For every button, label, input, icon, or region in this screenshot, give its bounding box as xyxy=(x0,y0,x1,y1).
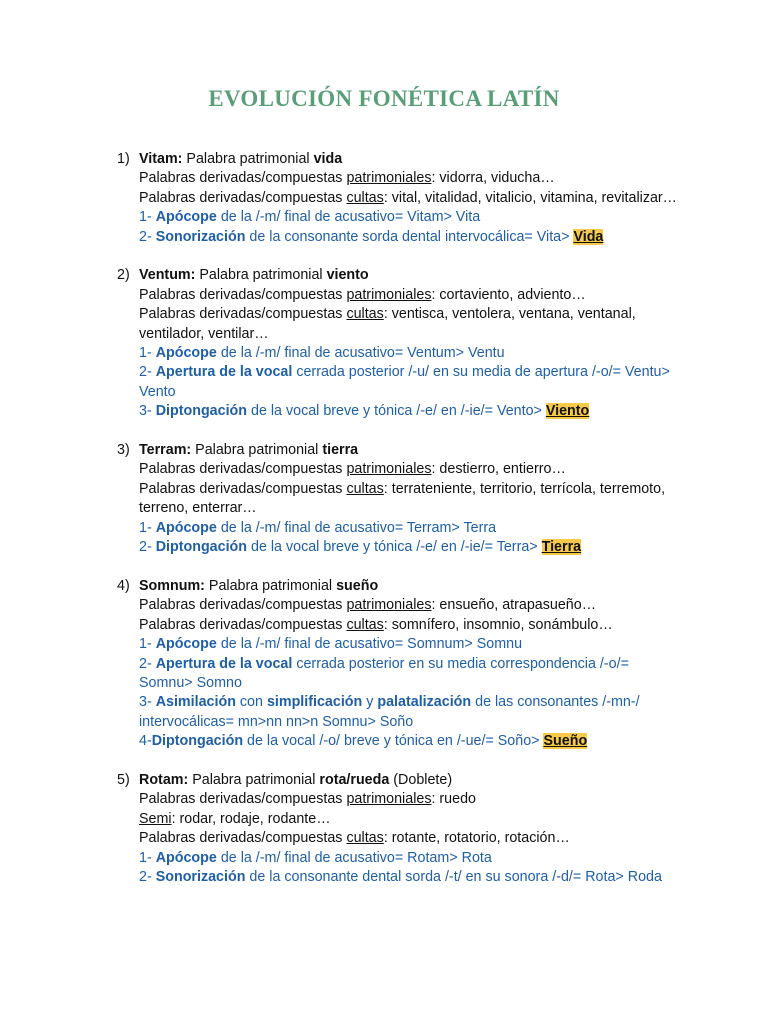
rule-term: Diptongación xyxy=(151,733,244,750)
patrimonial-word: tierra xyxy=(322,442,359,459)
cultas-label: cultas xyxy=(346,616,384,633)
rule-term: Asimilación xyxy=(155,694,236,711)
entry-heading xyxy=(139,266,677,285)
phonetic-rule xyxy=(139,208,677,227)
entry-4 xyxy=(117,577,677,752)
rule-term: Apócope xyxy=(155,519,217,536)
derivadas-cultas xyxy=(139,616,677,635)
patrimonial-label: Palabra patrimonial xyxy=(208,577,333,594)
phonetic-rule xyxy=(139,538,677,557)
patrimonial-label: Palabra patrimonial xyxy=(199,267,323,284)
derivadas-label: Palabras derivadas/compuestas xyxy=(139,189,343,206)
cultas-label: cultas xyxy=(346,480,384,497)
derivadas-label: Palabras derivadas/compuestas xyxy=(139,306,343,323)
rule-term: Apertura de la vocal xyxy=(155,655,293,672)
cultas-label: cultas xyxy=(346,189,384,206)
rule-text: cerrada posterior en su media correspondencia /-o/= Somnu> Somno xyxy=(139,655,629,691)
cultas-list: : somnífero, insomnio, sonámbulo… xyxy=(383,616,613,633)
patrimoniales-list: : ensueño, atrapasueño… xyxy=(431,597,597,614)
derivadas-label: Palabras derivadas/compuestas xyxy=(139,480,343,497)
latin-word: Somnum: xyxy=(139,577,205,594)
entry-5 xyxy=(117,771,677,887)
rule-text: de la vocal breve y tónica /-e/ en /-ie/= Terra> xyxy=(247,539,542,556)
rule-number: 1- xyxy=(139,636,156,653)
phonetic-rule xyxy=(139,655,677,694)
final-word-highlight: Sueño xyxy=(543,733,588,750)
cultas-label: cultas xyxy=(346,306,384,323)
rule-text: de la consonante sorda dental intervocálica= Vita> xyxy=(245,228,574,245)
rule-term: Diptongación xyxy=(155,403,248,420)
final-word-highlight: Vida xyxy=(573,228,604,245)
derivadas-patrimoniales xyxy=(139,596,677,615)
entry-1 xyxy=(117,150,677,247)
phonetic-rule xyxy=(139,635,677,654)
derivadas-patrimoniales xyxy=(139,286,677,305)
derivadas-label: Palabras derivadas/compuestas xyxy=(139,286,343,303)
entry-heading xyxy=(139,150,677,169)
rule-number: 2- xyxy=(139,655,156,672)
rule-number: 4- xyxy=(139,733,152,750)
derivadas-patrimoniales xyxy=(139,790,677,809)
entry-number: 4) xyxy=(117,577,130,594)
patrimonial-label: Palabra patrimonial xyxy=(186,151,310,167)
cultas-list: : ventisca, ventolera, ventana, ventanal, ventilador, ventilar… xyxy=(139,306,636,342)
rule-text: de la /-m/ final de acusativo= Ventum> Ventu xyxy=(216,345,505,362)
rule-number: 1- xyxy=(139,345,156,362)
rule-term: Apócope xyxy=(155,345,217,362)
latin-word: Ventum: xyxy=(139,267,196,284)
patrimoniales-list: : cortaviento, adviento… xyxy=(431,286,586,303)
patrimonial-word: vida xyxy=(313,151,343,167)
rule-number: 2- xyxy=(139,228,156,245)
rule-term: Sonorización xyxy=(155,228,246,245)
cultas-list: : terrateniente, territorio, terrícola, terremoto, terreno, enterrar… xyxy=(139,480,666,517)
phonetic-rule xyxy=(139,363,677,402)
patrimonial-label: Palabra patrimonial xyxy=(192,771,316,788)
entry-heading xyxy=(139,771,677,790)
rule-term: palatalización xyxy=(377,694,472,711)
derivadas-label: Palabras derivadas/compuestas xyxy=(139,791,343,808)
entry-heading xyxy=(139,441,677,460)
latin-word: Terram: xyxy=(139,442,192,459)
patrimoniales-list: : ruedo xyxy=(431,791,476,808)
rule-number: 2- xyxy=(139,539,156,556)
derivadas-cultas xyxy=(139,305,677,344)
entry-3 xyxy=(117,441,677,557)
patrimoniales-label: patrimoniales xyxy=(346,791,432,808)
phonetic-rule xyxy=(139,732,677,751)
document-title: EVOLUCIÓN FONÉTICA LATÍN xyxy=(208,86,560,111)
entry-number: 1) xyxy=(117,151,130,167)
entry-heading xyxy=(139,577,677,596)
derivadas-cultas xyxy=(139,480,677,519)
rule-text: de las consonantes /-mn-/ intervocálicas= mn>nn nn>n Somnu> Soño xyxy=(139,694,640,730)
rule-number: 3- xyxy=(139,403,156,420)
derivadas-label: Palabras derivadas/compuestas xyxy=(139,616,343,633)
cultas-label: cultas xyxy=(346,830,384,847)
patrimoniales-label: patrimoniales xyxy=(346,461,432,478)
rule-text: de la /-m/ final de acusativo= Somnum> Somnu xyxy=(216,636,523,653)
patrimoniales-label: patrimoniales xyxy=(346,597,432,614)
cultas-list: : rotante, rotatorio, rotación… xyxy=(383,830,570,847)
rule-text: de la /-m/ final de acusativo= Terram> Terra xyxy=(216,519,497,536)
patrimonial-word: viento xyxy=(326,267,369,284)
rule-term: simplificación xyxy=(266,694,363,711)
rule-number: 3- xyxy=(139,694,156,711)
derivadas-cultas xyxy=(139,829,677,848)
rule-text: cerrada posterior /-u/ en su media de apertura /-o/= Ventu> Vento xyxy=(139,364,670,400)
semi-label: Semi xyxy=(139,810,172,827)
rule-text: de la consonante dental sorda /-t/ en su sonora /-d/= Rota> Roda xyxy=(245,868,662,885)
final-word-highlight: Tierra xyxy=(541,539,582,556)
rule-number: 2- xyxy=(139,868,156,885)
patrimonial-label: Palabra patrimonial xyxy=(195,442,319,459)
rule-number: 1- xyxy=(139,209,156,226)
rule-term: Apócope xyxy=(155,849,217,866)
rule-text: con xyxy=(235,694,267,711)
rule-text: y xyxy=(362,694,378,711)
derivadas-patrimoniales xyxy=(139,460,677,479)
patrimonial-word: sueño xyxy=(336,577,379,594)
patrimoniales-list: : vidorra, viducha… xyxy=(431,170,555,187)
derivadas-patrimoniales xyxy=(139,169,677,188)
latin-word: Vitam: xyxy=(139,151,183,167)
rule-text: de la vocal breve y tónica /-e/ en /-ie/= Vento> xyxy=(247,403,546,420)
rule-term: Apócope xyxy=(155,209,217,226)
phonetic-rule xyxy=(139,868,677,887)
derivadas-label: Palabras derivadas/compuestas xyxy=(139,830,343,847)
rule-term: Apertura de la vocal xyxy=(155,364,293,381)
rule-number: 1- xyxy=(139,519,156,536)
cultas-list: : vital, vitalidad, vitalicio, vitamina, revitalizar… xyxy=(383,189,677,206)
derivadas-label: Palabras derivadas/compuestas xyxy=(139,597,343,614)
entry-number: 2) xyxy=(117,267,130,284)
derivadas-cultas xyxy=(139,189,677,208)
rule-text: de la /-m/ final de acusativo= Vitam> Vita xyxy=(216,209,481,226)
entry-number: 5) xyxy=(117,771,130,788)
rule-number: 1- xyxy=(139,849,156,866)
rule-term: Diptongación xyxy=(155,539,248,556)
phonetic-rule xyxy=(139,402,677,421)
phonetic-rule xyxy=(139,519,677,538)
derivadas-semi xyxy=(139,810,677,829)
phonetic-rule xyxy=(139,693,677,732)
entry-2 xyxy=(117,266,677,421)
latin-word: Rotam: xyxy=(139,771,189,788)
rule-number: 2- xyxy=(139,364,156,381)
rule-term: Sonorización xyxy=(155,868,246,885)
patrimoniales-label: patrimoniales xyxy=(346,170,432,187)
rule-text: de la vocal /-o/ breve y tónica en /-ue/= Soño> xyxy=(243,733,544,750)
doublet-note: (Doblete) xyxy=(389,771,453,788)
patrimoniales-label: patrimoniales xyxy=(346,286,432,303)
semi-list: : rodar, rodaje, rodante… xyxy=(171,810,331,827)
patrimonial-word: rota/rueda xyxy=(319,771,390,788)
derivadas-label: Palabras derivadas/compuestas xyxy=(139,170,343,187)
rule-term: Apócope xyxy=(155,636,217,653)
patrimoniales-list: : destierro, entierro… xyxy=(431,461,566,478)
entries-list xyxy=(117,150,677,907)
rule-text: de la /-m/ final de acusativo= Rotam> Rota xyxy=(216,849,492,866)
phonetic-rule xyxy=(139,849,677,868)
phonetic-rule xyxy=(139,344,677,363)
entry-number: 3) xyxy=(117,442,130,459)
phonetic-rule xyxy=(139,228,677,247)
final-word-highlight: Viento xyxy=(545,403,590,420)
derivadas-label: Palabras derivadas/compuestas xyxy=(139,461,343,478)
